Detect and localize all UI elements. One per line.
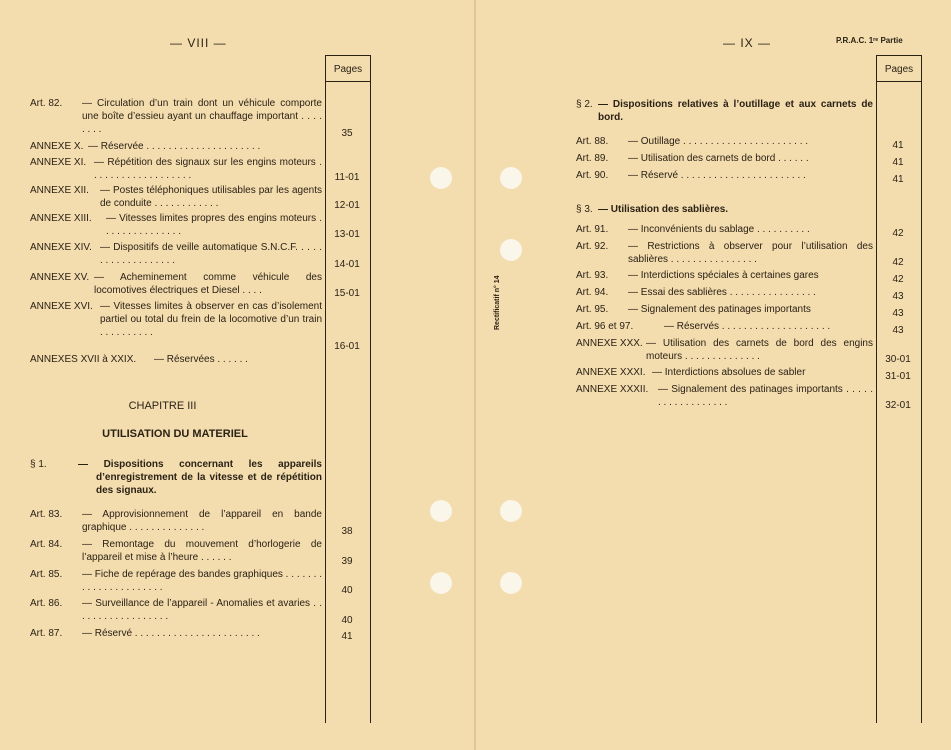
entry-label: Art. 95. (576, 304, 609, 315)
entry-page: 41 (892, 140, 904, 151)
toc-entry (30, 353, 322, 369)
entry-page: 40 (341, 615, 353, 626)
toc-entry (576, 169, 904, 186)
entry-page: 39 (341, 556, 353, 567)
entry-page: 13-01 (334, 229, 360, 240)
entry-label: Art. 93. (576, 270, 609, 281)
entry-text: — Signalement des patinages importants (628, 304, 811, 315)
entry-page: 16-01 (334, 341, 360, 352)
entry-label: ANNEXE XVI. (30, 301, 93, 312)
entry-text: — Vitesses limites à observer en cas d’isolement partiel ou total du frein de la locomotive d’un train . . . . . . . . . . (100, 301, 322, 338)
entry-page: 43 (892, 291, 904, 302)
entry-label: Art. 83. (30, 509, 63, 520)
toc-entry (576, 269, 904, 286)
entry-label: ANNEXE XII. (30, 185, 89, 196)
entry-label: ANNEXE XIII. (30, 213, 92, 224)
entry-label: Art. 86. (30, 598, 63, 609)
entry-page: 42 (892, 274, 904, 285)
binder-hole (500, 500, 522, 522)
entry-page: 41 (892, 157, 904, 168)
toc-entry (576, 366, 911, 383)
entry-label: Art. 84. (30, 539, 63, 550)
entry-page: 42 (892, 228, 904, 239)
entry-label: Art. 89. (576, 153, 609, 164)
entry-text: — Acheminement comme véhicule des locomotives électriques et Diesel . . . . (94, 272, 322, 296)
margin-note: Rectificatif n° 14 (494, 275, 501, 330)
entry-page: 40 (341, 585, 353, 596)
pages-column-header: Pages (326, 55, 370, 82)
entry-page: 31-01 (885, 371, 911, 382)
entry-text: — Interdictions absolues de sabler (652, 367, 806, 378)
entry-text: — Dispositifs de veille automatique S.N.C.F. . . . . . . . . . . . . . . . . . . (100, 242, 322, 266)
entry-text: — Réservées . . . . . . (154, 354, 248, 365)
entry-text: — Circulation d’un train dont un véhicule comporte une boîte d’essieu ayant un chauffage important . . . . . . . . (82, 98, 322, 135)
entry-page: 32-01 (885, 400, 911, 411)
binder-hole (430, 500, 452, 522)
toc-entry (30, 627, 353, 643)
toc-entry (30, 97, 353, 140)
entry-label: Art. 87. (30, 628, 63, 639)
right-page (476, 0, 951, 750)
section-label: § 1. (30, 459, 47, 470)
entry-page: 43 (892, 325, 904, 336)
toc-entry (30, 156, 360, 184)
left-page (0, 0, 475, 750)
entry-label: Art. 91. (576, 224, 609, 235)
toc-list-2 (30, 508, 353, 643)
entry-text: — Postes téléphoniques utilisables par les agents de conduite . . . . . . . . . . . . (100, 185, 322, 209)
entry-label: ANNEXE XXXI. (576, 367, 646, 378)
toc-entry (30, 241, 360, 271)
entry-label: ANNEXE XXX. (576, 338, 643, 349)
entry-text: — Répétition des signaux sur les engins moteurs . . . . . . . . . . . . . . . . . . . (94, 157, 322, 181)
entry-text: — Utilisation des carnets de bord des engins moteurs . . . . . . . . . . . . . . (646, 338, 873, 362)
entry-text: — Essai des sablières . . . . . . . . . . . . . . . . (628, 287, 816, 298)
chapter-heading: CHAPITRE III (128, 400, 197, 412)
entry-text: — Vitesses limites propres des engins moteurs . . . . . . . . . . . . . . . (106, 213, 322, 237)
toc-entry (576, 223, 904, 240)
entry-label: ANNEXES XVII à XXIX. (30, 354, 137, 365)
toc-entry (30, 140, 322, 156)
page-number: — IX — (723, 36, 772, 50)
entry-label: Art. 92. (576, 241, 609, 252)
toc-entry (30, 597, 353, 627)
entry-text: — Réservé . . . . . . . . . . . . . . . . . . . . . . . (82, 628, 260, 639)
entry-page: 41 (341, 631, 353, 642)
toc-list (30, 97, 360, 369)
binder-hole (500, 239, 522, 261)
toc-entry (576, 135, 904, 152)
chapter-title: UTILISATION DU MATERIEL (102, 428, 248, 440)
entry-text: — Outillage . . . . . . . . . . . . . . . . . . . . . . . (628, 136, 809, 147)
page-number: — VIII — (170, 36, 227, 50)
toc-entry (576, 337, 911, 366)
toc-entry (30, 508, 353, 538)
section-text: — Dispositions concernant les appareils d’enregistrement de la vitesse et de répétition des signaux. (78, 459, 322, 496)
section-text: — Utilisation des sablières. (598, 204, 729, 215)
toc-entry (576, 383, 911, 412)
entry-text: — Signalement des patinages importants . . . . . . . . . . . . . . . . . . (658, 384, 873, 408)
toc-entry (30, 212, 360, 241)
entry-page: 42 (892, 257, 904, 268)
entry-text: — Approvisionnement de l’appareil en bande graphique . . . . . . . . . . . . . . (82, 509, 322, 533)
toc-entry (30, 300, 360, 353)
pages-column-header: Pages (877, 55, 921, 82)
entry-label: Art. 96 et 97. (576, 321, 634, 332)
toc-list-2 (576, 223, 911, 412)
entry-text: — Remontage du mouvement d’horlogerie de l’appareil et mise à l’heure . . . . . . (82, 539, 322, 563)
section-text: — Dispositions relatives à l’outillage et aux carnets de bord. (598, 99, 873, 123)
entry-label: ANNEXE XXXII. (576, 384, 649, 395)
section-2 (576, 98, 873, 126)
binder-hole (430, 572, 452, 594)
toc-entry (576, 303, 904, 320)
entry-text: — Interdictions spéciales à certaines gares (628, 270, 819, 281)
entry-page: 43 (892, 308, 904, 319)
entry-label: Art. 82. (30, 98, 63, 109)
entry-page: 12-01 (334, 200, 360, 211)
entry-label: Art. 85. (30, 569, 63, 580)
toc-entry (30, 568, 353, 597)
toc-entry (30, 184, 360, 212)
entry-text: — Fiche de repérage des bandes graphiques . . . . . . . . . . . . . . . . . . . . . . (82, 569, 322, 593)
binder-hole (500, 572, 522, 594)
entry-text: — Réservé . . . . . . . . . . . . . . . . . . . . . . . (628, 170, 806, 181)
section-label: § 2. (576, 99, 593, 110)
toc-entry (576, 240, 904, 269)
entry-page: 14-01 (334, 259, 360, 270)
entry-page: 15-01 (334, 288, 360, 299)
entry-text: — Réservés . . . . . . . . . . . . . . . . . . . . (664, 321, 831, 332)
binder-hole (430, 167, 452, 189)
toc-list (576, 135, 904, 186)
toc-entry (30, 271, 360, 300)
entry-label: Art. 94. (576, 287, 609, 298)
entry-label: ANNEXE XI. (30, 157, 87, 168)
running-head: P.R.A.C. 1ʳᵉ Partie (836, 36, 903, 45)
entry-label: ANNEXE X. (30, 141, 84, 152)
entry-label: ANNEXE XIV. (30, 242, 92, 253)
entry-label: Art. 88. (576, 136, 609, 147)
toc-entry (576, 152, 904, 169)
entry-label: ANNEXE XV. (30, 272, 90, 283)
toc-entry (576, 286, 904, 303)
toc-entry (576, 320, 904, 337)
entry-page: 41 (892, 174, 904, 185)
binder-hole (500, 167, 522, 189)
toc-entry (30, 538, 353, 568)
entry-text: — Réservée . . . . . . . . . . . . . . . . . . . . . (88, 141, 261, 152)
entry-text: — Utilisation des carnets de bord . . . . . . (628, 153, 809, 164)
entry-text: — Surveillance de l’appareil - Anomalies et avaries . . . . . . . . . . . . . . . . . . (82, 598, 322, 622)
entry-page: 30-01 (885, 354, 911, 365)
entry-page: 38 (341, 526, 353, 537)
section-label: § 3. (576, 204, 593, 215)
entry-text: — Restrictions à observer pour l’utilisation des sablières . . . . . . . . . . . . . . . . (628, 241, 873, 265)
entry-text: — Inconvénients du sablage . . . . . . . . . . (628, 224, 810, 235)
entry-page: 11-01 (334, 172, 360, 183)
entry-page: 35 (341, 128, 353, 139)
section-1 (30, 458, 322, 498)
entry-label: Art. 90. (576, 170, 609, 181)
